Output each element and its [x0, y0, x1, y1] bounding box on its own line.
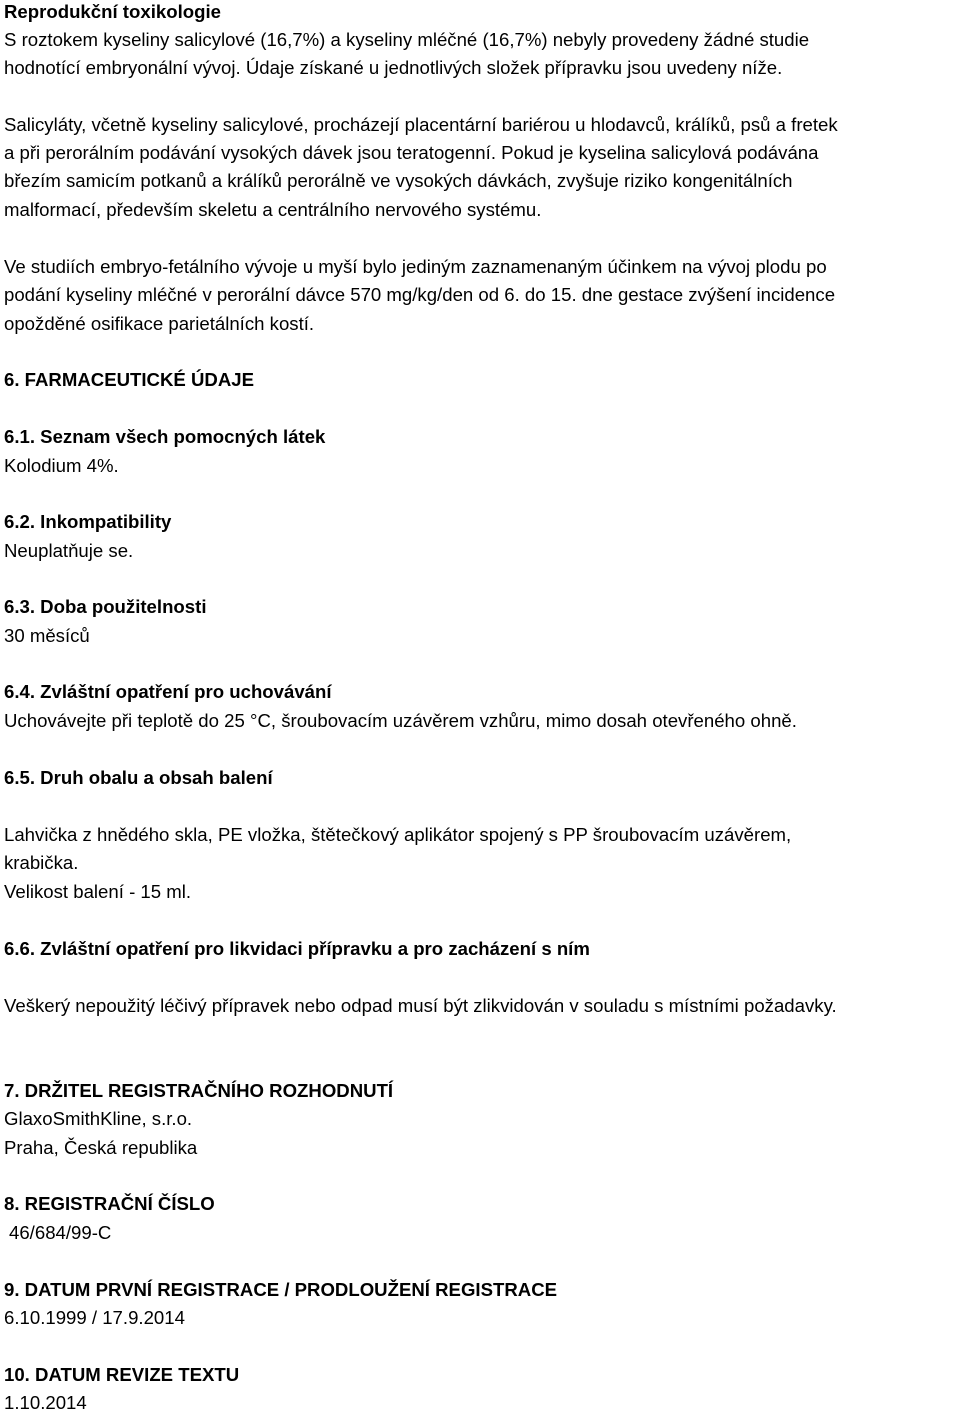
subsection-text-6-5: Lahvička z hnědého skla, PE vložka, štětečkový aplikátor spojený s PP šroubovacím uzávěrem, — [4, 824, 792, 845]
paragraph-line: březím samicím potkanů a králíků perorálně ve vysokých dávkách, zvyšuje riziko kongenitálních — [4, 170, 793, 191]
paragraph-line: hodnotící embryonální vývoj. Údaje získané u jednotlivých složek přípravku jsou uvedeny níže. — [4, 57, 783, 78]
section-heading-9: 9. DATUM PRVNÍ REGISTRACE / PRODLOUŽENÍ REGISTRACE — [4, 1279, 558, 1300]
subsection-text-6-3: 30 měsíců — [4, 625, 90, 646]
section-heading-10: 10. DATUM REVIZE TEXTU — [4, 1364, 240, 1385]
paragraph-line: Salicyláty, včetně kyseliny salicylové, procházejí placentární bariérou u hlodavců, králíků, psů a fretek — [4, 114, 838, 135]
subsection-text-6-6: Veškerý nepoužitý léčivý přípravek nebo odpad musí být zlikvidován v souladu s místními požadavky. — [4, 995, 837, 1016]
subsection-text-6-2: Neuplatňuje se. — [4, 540, 134, 561]
subsection-heading-6-1: 6.1. Seznam všech pomocných látek — [4, 426, 326, 447]
paragraph-line: opožděné osifikace parietálních kostí. — [4, 313, 315, 334]
subsection-heading-6-6: 6.6. Zvláštní opatření pro likvidaci přípravku a pro zacházení s ním — [4, 938, 590, 959]
subsection-text-6-5: Velikost balení - 15 ml. — [4, 881, 192, 902]
paragraph-line: Ve studiích embryo-fetálního vývoje u myší bylo jediným zaznamenaným účinkem na vývoj plodu po — [4, 256, 827, 277]
paragraph-line: malformací, především skeletu a centrálního nervového systému. — [4, 199, 542, 220]
subsection-text-6-4: Uchovávejte při teplotě do 25 °C, šroubovacím uzávěrem vzhůru, mimo dosah otevřeného ohně. — [4, 710, 797, 731]
section-heading-6: 6. FARMACEUTICKÉ ÚDAJE — [4, 369, 255, 390]
revision-date: 1.10.2014 — [4, 1392, 87, 1413]
subsection-text-6-5: krabička. — [4, 852, 79, 873]
registration-number: 46/684/99-C — [9, 1222, 112, 1243]
paragraph-line: a při perorálním podávání vysokých dávek jsou teratogenní. Pokud je kyselina salicylová podávána — [4, 142, 819, 163]
holder-address: Praha, Česká republika — [4, 1137, 198, 1158]
paragraph-line: podání kyseliny mléčné v perorální dávce 570 mg/kg/den od 6. do 15. dne gestace zvýšení incidence — [4, 284, 836, 305]
subsection-heading-6-5: 6.5. Druh obalu a obsah balení — [4, 767, 273, 788]
section-heading-8: 8. REGISTRAČNÍ ČÍSLO — [4, 1193, 215, 1214]
subsection-heading-6-2: 6.2. Inkompatibility — [4, 511, 172, 532]
subsection-text-6-1: Kolodium 4%. — [4, 455, 119, 476]
registration-dates: 6.10.1999 / 17.9.2014 — [4, 1307, 185, 1328]
paragraph-line: S roztokem kyseliny salicylové (16,7%) a kyseliny mléčné (16,7%) nebyly provedeny žádné studie — [4, 29, 810, 50]
holder-name: GlaxoSmithKline, s.r.o. — [4, 1108, 193, 1129]
section-heading-7: 7. DRŽITEL REGISTRAČNÍHO ROZHODNUTÍ — [4, 1080, 394, 1101]
section-heading-reproductive-toxicology: Reprodukční toxikologie — [4, 1, 221, 22]
subsection-heading-6-4: 6.4. Zvláštní opatření pro uchovávání — [4, 681, 332, 702]
subsection-heading-6-3: 6.3. Doba použitelnosti — [4, 596, 207, 617]
